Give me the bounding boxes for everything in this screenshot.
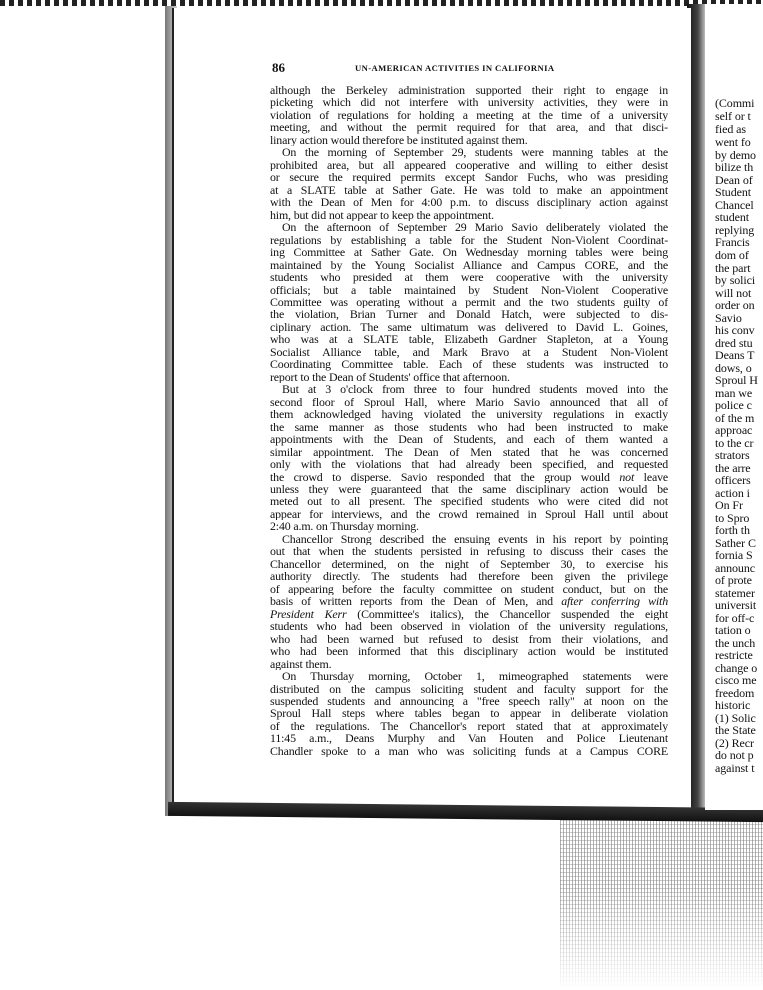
text-line: meeting, and without the permit required for that area, and that disci- — [270, 121, 668, 134]
right-text-fragment: for off-c — [715, 611, 755, 625]
right-text-fragment: universit — [715, 598, 757, 612]
text-line: Chandler spoke to a man who was soliciting funds at a Campus CORE — [270, 744, 668, 758]
right-text-fragment: of the m — [715, 411, 755, 425]
right-text-fragment: cisco me — [715, 673, 757, 687]
right-text-fragment: Student — [715, 185, 751, 199]
text-line: of appearing before the faculty committee on student conduct, but on the — [270, 582, 668, 596]
text-line: report to the Dean of Students' office that afternoon. — [270, 370, 510, 384]
right-text-fragment: Sproul H — [715, 373, 758, 387]
text-line: violation of regulations for holding a meeting at the time of a university — [270, 108, 668, 122]
text-line: ing Committee at Sather Gate. On Wednesday morning tables were being — [270, 246, 668, 259]
text-line: them acknowledged having violated the university regulations in exactly — [270, 408, 668, 421]
right-text-fragment: restricte — [715, 648, 753, 662]
right-text-fragment: historic — [715, 698, 751, 712]
right-text-fragment: do not p — [715, 748, 754, 762]
right-text-fragment: self or t — [715, 109, 751, 123]
right-text-fragment: freedom — [715, 686, 755, 700]
text-line: appointments with the Dean of Students, and each of them wanted a — [270, 433, 668, 446]
right-text-fragment: police c — [715, 398, 752, 412]
text-line: out that when the students persisted in refusing to discuss their cases the — [270, 545, 668, 558]
text-line: Coordinating Committee table. Each of these students was instructed to — [270, 358, 668, 371]
text-line: suspended students and announcing a "free speech rally" at noon on the — [270, 694, 668, 708]
text-line: the same manner as those students who had been instructed to make — [270, 420, 668, 434]
text-line: or secure the required permits except Sandor Fuchs, who was presiding — [270, 171, 668, 184]
text-line: Sproul Hall steps where tables began to appear in deliberate violation — [270, 707, 668, 720]
right-text-fragment: announc — [715, 561, 755, 575]
right-text-fragment: went fo — [715, 135, 751, 149]
text-line: against them. — [270, 657, 332, 671]
right-text-fragment: Sather C — [715, 536, 756, 550]
right-text-fragment: fornia S — [715, 548, 753, 562]
text-line: Chancellor determined, on the night of September 30, to exercise his — [270, 557, 668, 571]
text-line: similar appointment. The Dean of Men stated that he was concerned — [270, 445, 668, 459]
right-text-fragment: dred stu — [715, 336, 753, 350]
right-text-fragment: dows, o — [715, 361, 752, 375]
right-text-fragment: change o — [715, 661, 758, 675]
right-text-fragment: the State — [715, 723, 756, 737]
right-text-fragment: the part — [715, 261, 751, 275]
right-text-fragment: will not — [715, 286, 752, 300]
right-text-fragment: action i — [715, 486, 750, 500]
text-line: authority directly. The students had therefore been given the privilege — [270, 570, 668, 583]
page-number: 86 — [272, 60, 285, 75]
right-text-fragment: (2) Recr — [715, 736, 754, 750]
right-text-fragment: replying — [715, 223, 755, 237]
text-line: second floor of Sproul Hall, where Mario Savio announced that all of — [270, 395, 668, 409]
right-text-fragment: by demo — [715, 148, 756, 162]
text-line: although the Berkeley administration supported their right to engage in — [270, 84, 668, 97]
text-line: appear for interviews, and the crowd remained in Sproul Hall until about — [270, 507, 668, 521]
right-text-fragment: tation o — [715, 623, 751, 637]
text-line: Chancellor Strong described the ensuing events in his report by pointing — [282, 532, 668, 546]
body-text — [270, 84, 668, 757]
text-line: meted out to all present. The specified students who were cited did not — [270, 495, 668, 508]
right-text-fragment: the arre — [715, 461, 751, 475]
text-line: basis of written reports from the Dean of Men, and after conferring with — [270, 595, 668, 608]
text-line: regulations by establishing a table for the Student Non-Violent Coordinat- — [270, 233, 668, 247]
text-line: prohibited area, but all appeared cooperative and willing to either desist — [270, 158, 668, 172]
text-line: ciplinary action. The same ultimatum was delivered to David L. Goines, — [270, 320, 668, 334]
text-line: 2:40 a.m. on Thursday morning. — [270, 520, 419, 533]
text-line: officials; but a table maintained by Student Non-Violent Cooperative — [270, 283, 668, 296]
running-head: UN-AMERICAN ACTIVITIES IN CALIFORNIA — [355, 63, 555, 73]
text-line: of the regulations. The Chancellor's report stated that at approximately — [270, 719, 668, 733]
right-page-fragment — [705, 4, 763, 810]
text-line: only with the violations that had already been specified, and requested — [270, 458, 668, 471]
right-text-fragment: the unch — [715, 636, 756, 650]
right-text-fragment: forth th — [715, 523, 750, 537]
right-text-fragment: strators — [715, 448, 750, 462]
right-text-fragment: statemer — [715, 586, 755, 600]
scan-noise — [560, 820, 763, 990]
right-text-fragment: to Spro — [715, 511, 750, 525]
text-line: unless they were guaranteed that the same disciplinary action would be — [270, 483, 668, 496]
right-text-fragment: by solici — [715, 273, 756, 287]
right-text-fragment: Deans T — [715, 348, 755, 362]
right-text-fragment: On Fr — [715, 498, 743, 512]
right-text-fragment: (Commi — [715, 96, 755, 110]
text-line: who had been warned but refused to desist from their violations, and — [270, 632, 668, 646]
text-line: maintained by the Young Socialist Alliance and Campus CORE, and the — [270, 258, 668, 272]
text-line: picketing which did not interfere with university activities, they were in — [270, 96, 668, 109]
text-line: distributed on the campus soliciting student and faculty support for the — [270, 682, 668, 695]
text-line: him, but did not appear to keep the appointment. — [270, 208, 494, 222]
text-line: the violation, Brian Turner and Donald Hatch, were subjected to dis- — [270, 308, 668, 321]
text-line: But at 3 o'clock from three to four hundred students moved into the — [282, 383, 668, 396]
text-line: Committee was operating without a permit and the two students guilty of — [270, 295, 668, 309]
text-line: On the morning of September 29, students were manning tables at the — [282, 146, 668, 159]
right-text-fragment: Savio — [715, 311, 742, 325]
right-text-fragment: officers — [715, 473, 751, 487]
text-line: Socialist Alliance table, and Mark Bravo at a Student Non-Violent — [270, 345, 668, 359]
right-text-fragment: Francis — [715, 235, 750, 249]
text-line: 11:45 a.m., Deans Murphy and Van Houten and Police Lieutenant — [270, 732, 668, 745]
right-text-fragment: Chancel — [715, 198, 754, 212]
text-line: who had been informed that this disciplinary action would be instituted — [270, 645, 668, 658]
scan-border — [0, 0, 763, 6]
right-text-fragment: against t — [715, 761, 755, 775]
right-text-fragment: of prote — [715, 573, 752, 587]
text-line: linary action would therefore be instituted against them. — [270, 133, 528, 147]
right-text-fragment: fied as — [715, 122, 746, 136]
right-text-fragment: dom of — [715, 248, 749, 262]
text-line: the crowd to disperse. Savio responded that the group would not leave — [270, 470, 668, 483]
right-text-fragment: (1) Solic — [715, 711, 756, 725]
text-line: students who presided at them were cooperative with the university — [270, 271, 668, 284]
text-line: On the afternoon of September 29 Mario Savio deliberately violated the — [282, 221, 668, 234]
right-text-fragment: to the cr — [715, 436, 754, 450]
right-text-fragment: bilize th — [715, 160, 754, 174]
right-text-fragment: his conv — [715, 323, 755, 337]
right-text-fragment: approac — [715, 423, 753, 437]
right-text-fragment: Dean of — [715, 173, 753, 187]
text-line: who was at a SLATE table, Elizabeth Gardner Stapleton, at a Young — [270, 333, 668, 346]
right-text-fragment: order on — [715, 298, 755, 312]
right-text-fragment: student — [715, 210, 749, 224]
text-line: President Kerr (Committee's italics), the Chancellor suspended the eight — [270, 607, 668, 621]
text-line: On Thursday morning, October 1, mimeographed statements were — [282, 670, 668, 683]
right-text-fragment: man we — [715, 386, 753, 400]
text-line: with the Dean of Men for 4:00 p.m. to discuss disciplinary action against — [270, 196, 668, 209]
text-line: at a SLATE table at Sather Gate. He was told to make an appointment — [270, 183, 668, 197]
text-line: students who had been observed in violation of the university regulations, — [270, 620, 668, 633]
